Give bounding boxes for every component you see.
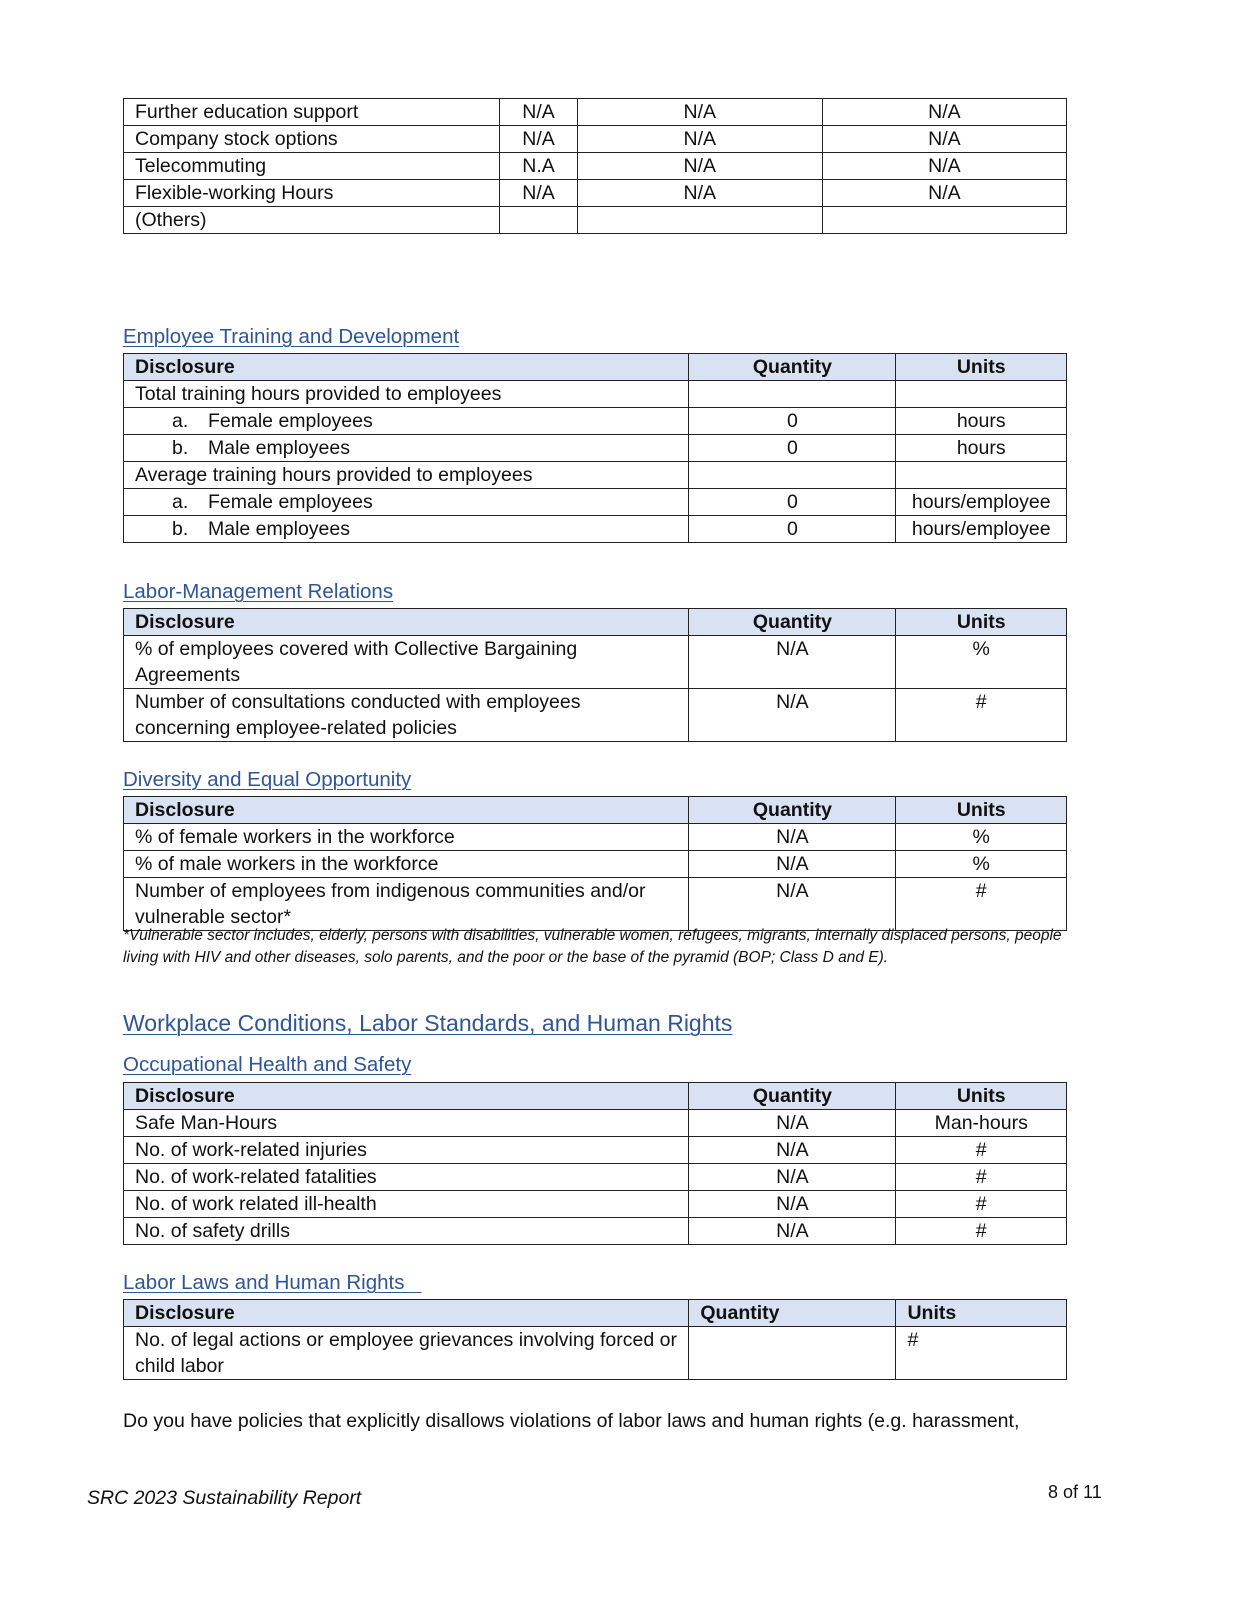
quantity-value: N/A: [689, 878, 896, 931]
disclosure-label: [124, 489, 689, 516]
table-row: [124, 381, 1067, 408]
header-units: Units: [896, 354, 1067, 381]
footnote-vulnerable-sector: *Vulnerable sector includes, elderly, persons with disabilities, vulnerable women, refugees, migrants, internally displaced persons, people living with HIV and other diseases, solo parents, and the poor or the base of the pyramid (BOP; Class D and E).: [123, 927, 1062, 966]
units-value: #: [896, 1218, 1067, 1245]
units-value: #: [896, 1327, 1067, 1380]
table-row: [124, 1218, 1067, 1245]
table-row: [124, 1164, 1067, 1191]
disclosure-label: % of female workers in the workforce: [124, 824, 689, 851]
disclosure-label: [124, 516, 689, 543]
units-value: hours: [896, 408, 1067, 435]
benefits-table: [123, 98, 1067, 234]
units-value: %: [896, 824, 1067, 851]
quantity-value: 0: [689, 435, 896, 462]
units-value: [896, 462, 1067, 489]
benefit-value: [577, 207, 822, 234]
disclosure-label: [124, 435, 689, 462]
list-letter: b.: [172, 437, 189, 459]
disclosure-label: No. of legal actions or employee grievances involving forced or child labor: [124, 1327, 689, 1380]
quantity-value: [689, 462, 896, 489]
disclosure-label: No. of safety drills: [124, 1218, 689, 1245]
table-row: [124, 636, 1067, 689]
labor-relations-table: [123, 608, 1067, 742]
table-row: [124, 126, 1067, 153]
units-value: hours: [896, 435, 1067, 462]
header-quantity: Quantity: [689, 1083, 896, 1110]
quantity-value: 0: [689, 408, 896, 435]
ohs-table: [123, 1082, 1067, 1245]
table-row: [124, 207, 1067, 234]
quantity-value: N/A: [689, 636, 896, 689]
section-title-ohs: Occupational Health and Safety: [123, 1053, 412, 1076]
section-title-training: Employee Training and Development: [123, 325, 460, 348]
list-letter: b.: [172, 518, 189, 540]
disclosure-label: Safe Man-Hours: [124, 1110, 689, 1137]
section-title-diversity: Diversity and Equal Opportunity: [123, 768, 412, 791]
benefit-value: N.A: [500, 153, 577, 180]
header-units: Units: [896, 797, 1067, 824]
diversity-table: [123, 796, 1067, 931]
training-table: [123, 353, 1067, 543]
header-quantity: Quantity: [689, 609, 896, 636]
quantity-value: [689, 1327, 896, 1380]
table-header-row: [124, 797, 1067, 824]
benefit-value: N/A: [822, 99, 1066, 126]
header-units: Units: [896, 609, 1067, 636]
header-quantity: Quantity: [689, 354, 896, 381]
header-disclosure: Disclosure: [124, 797, 689, 824]
table-row: [124, 408, 1067, 435]
benefit-value: N/A: [577, 126, 822, 153]
table-row: [124, 489, 1067, 516]
units-value: Man-hours: [896, 1110, 1067, 1137]
labor-laws-table: [123, 1299, 1067, 1380]
disclosure-label: Average training hours provided to employees: [124, 462, 689, 489]
benefit-value: N/A: [500, 180, 577, 207]
units-value: hours/employee: [896, 489, 1067, 516]
header-units: Units: [896, 1083, 1067, 1110]
disclosure-label: [124, 408, 689, 435]
benefit-value: [822, 207, 1066, 234]
units-value: hours/employee: [896, 516, 1067, 543]
disclosure-label: Total training hours provided to employees: [124, 381, 689, 408]
table-row: [124, 824, 1067, 851]
units-value: #: [896, 1137, 1067, 1164]
policy-question: Do you have policies that explicitly disallows violations of labor laws and human rights (e.g. harassment,: [123, 1410, 1020, 1432]
footer-report-title: SRC 2023 Sustainability Report: [87, 1487, 362, 1509]
quantity-value: N/A: [689, 824, 896, 851]
quantity-value: N/A: [689, 689, 896, 742]
section-title-labor-laws-text: Labor Laws and Human Rights: [123, 1271, 405, 1294]
quantity-value: 0: [689, 516, 896, 543]
list-letter: a.: [172, 491, 189, 513]
benefit-value: N/A: [577, 153, 822, 180]
disclosure-text: Male employees: [208, 437, 350, 459]
benefit-value: N/A: [822, 126, 1066, 153]
benefit-value: N/A: [577, 180, 822, 207]
benefit-label: Further education support: [124, 99, 500, 126]
disclosure-label: Number of employees from indigenous communities and/or vulnerable sector*: [124, 878, 689, 931]
disclosure-text: Female employees: [208, 491, 373, 513]
table-row: [124, 1110, 1067, 1137]
header-quantity: Quantity: [689, 797, 896, 824]
table-row: [124, 462, 1067, 489]
section-title-labor-laws: [123, 1271, 422, 1295]
units-value: %: [896, 851, 1067, 878]
benefit-value: N/A: [500, 126, 577, 153]
units-value: %: [896, 636, 1067, 689]
benefit-label: Flexible-working Hours: [124, 180, 500, 207]
benefit-label: Telecommuting: [124, 153, 500, 180]
header-disclosure: Disclosure: [124, 354, 689, 381]
table-row: [124, 1327, 1067, 1380]
section-title-labor-relations: Labor-Management Relations: [123, 580, 394, 603]
quantity-value: 0: [689, 489, 896, 516]
table-header-row: [124, 1300, 1067, 1327]
disclosure-label: No. of work related ill-health: [124, 1191, 689, 1218]
benefit-value: [500, 207, 577, 234]
benefit-label: Company stock options: [124, 126, 500, 153]
table-row: [124, 1137, 1067, 1164]
disclosure-label: No. of work-related fatalities: [124, 1164, 689, 1191]
table-row: [124, 180, 1067, 207]
quantity-value: N/A: [689, 1191, 896, 1218]
table-header-row: [124, 1083, 1067, 1110]
table-row: [124, 1191, 1067, 1218]
benefit-value: N/A: [822, 180, 1066, 207]
units-value: #: [896, 1191, 1067, 1218]
benefit-label: (Others): [124, 207, 500, 234]
units-value: [896, 381, 1067, 408]
disclosure-text: Female employees: [208, 410, 373, 432]
quantity-value: N/A: [689, 1218, 896, 1245]
units-value: #: [896, 689, 1067, 742]
header-disclosure: Disclosure: [124, 1083, 689, 1110]
table-row: [124, 99, 1067, 126]
header-disclosure: Disclosure: [124, 1300, 689, 1327]
page-number: 8 of 11: [1048, 1482, 1102, 1502]
section-title-workplace: Workplace Conditions, Labor Standards, and Human Rights: [123, 1010, 733, 1036]
table-row: [124, 878, 1067, 931]
table-row: [124, 153, 1067, 180]
quantity-value: N/A: [689, 1137, 896, 1164]
disclosure-label: % of employees covered with Collective Bargaining Agreements: [124, 636, 689, 689]
header-disclosure: Disclosure: [124, 609, 689, 636]
table-row: [124, 851, 1067, 878]
quantity-value: N/A: [689, 851, 896, 878]
table-header-row: [124, 354, 1067, 381]
table-row: [124, 516, 1067, 543]
quantity-value: N/A: [689, 1110, 896, 1137]
table-row: [124, 689, 1067, 742]
units-value: #: [896, 878, 1067, 931]
list-letter: a.: [172, 410, 189, 432]
quantity-value: [689, 381, 896, 408]
disclosure-label: % of male workers in the workforce: [124, 851, 689, 878]
table-row: [124, 435, 1067, 462]
header-units: Units: [896, 1300, 1067, 1327]
quantity-value: N/A: [689, 1164, 896, 1191]
disclosure-text: Male employees: [208, 518, 350, 540]
header-quantity: Quantity: [689, 1300, 896, 1327]
table-header-row: [124, 609, 1067, 636]
benefit-value: N/A: [500, 99, 577, 126]
benefit-value: N/A: [822, 153, 1066, 180]
units-value: #: [896, 1164, 1067, 1191]
disclosure-label: No. of work-related injuries: [124, 1137, 689, 1164]
benefit-value: N/A: [577, 99, 822, 126]
disclosure-label: Number of consultations conducted with employees concerning employee-related policies: [124, 689, 689, 742]
